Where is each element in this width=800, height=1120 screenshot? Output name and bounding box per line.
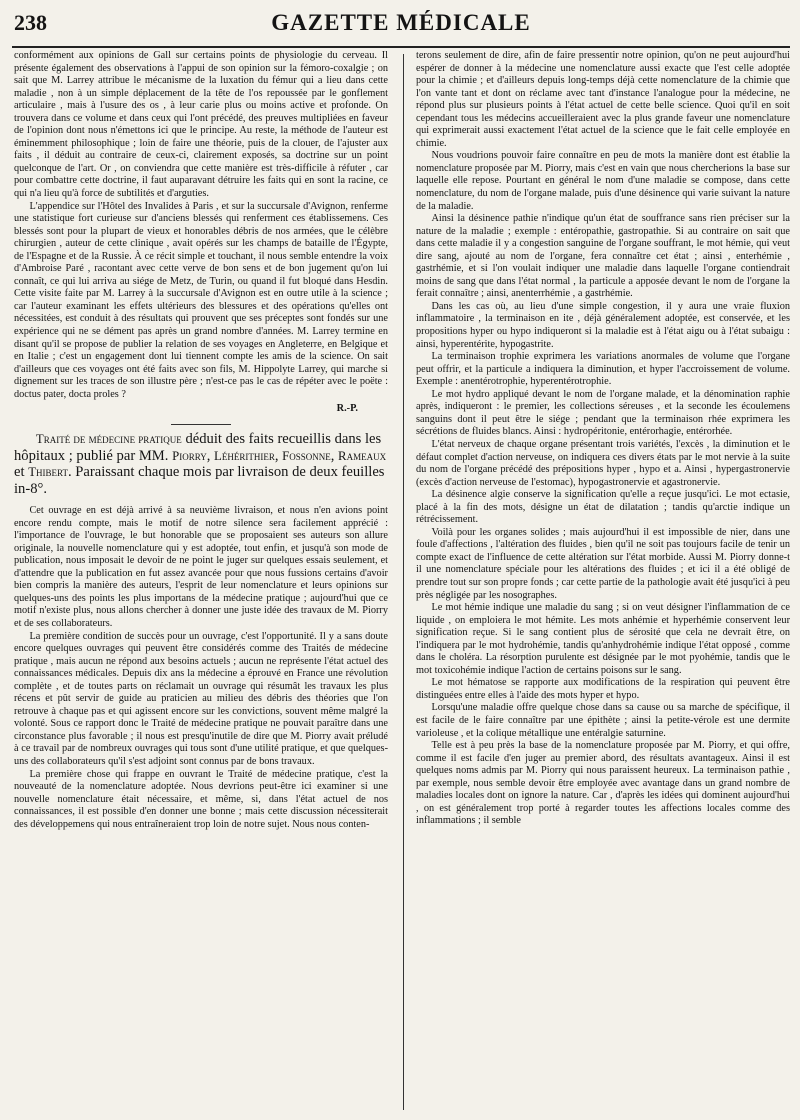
right-column [416,50,790,828]
paragraph: L'état nerveux de chaque organe présentant trois variétés, l'excès , la diminution et le défaut complet d'action nerveuse, on indiquera ces divers états par le mot nervie à la suite du nom de l'organe précédé des prépositions hyper , hypo et a. Ainsi , hypergastronervie (excès d'action nerveuse de l'estomac), hypogastronervie et agastronervie. [416,438,790,488]
newspaper-page [12,6,790,1114]
paragraph: conformément aux opinions de Gall sur certains points de physiologie du cerveau. Il présente également des observations à l'appui de son opinion sur la fémoro-coxalgie ; on sait que M. Larrey attribue le mécanisme de la luxation du fémur qui a lieu dans cette maladie , non à un simple déplacement de la tête de l'os repoussée par le gonflement articulaire , mais à l'usure des os , à leur carie plus ou moins active et profonde. On trouvera dans ce volume et dans ceux qui l'ont précédé, des preuves multipliées en faveur de l'opinion dont nous n'émettons ici que le principe. Au reste, la méthode de l'auteur est éminemment philosophique ; loin de faire une théorie, puis de la clouer, de l'ajuster aux faits , il déduit au contraire de ceux-ci, clairement exposés, sa doctrine sur un point quelconque de l'art. Or , on conviendra que cette manière est très-difficile à réfuter , car pour combattre cette doctrine, il faut auparavant détruire les faits qui en sont la racine, ce qui n'a lieu qu'à force de subtilités et d'arguties. [14,50,388,200]
section-rule [171,424,231,425]
author-name: Léhérithier [214,448,275,463]
paragraph: terons seulement de dire, afin de faire pressentir notre opinion, qu'on ne peut aujourd'hui espérer de donner à la médecine une nomenclature aussi exacte que l'est celle adoptée pour la chimie ; et d'ailleurs depuis long-temps déjà cette nomenclature de la chimie que l'on vante tant et dont on réclame avec tant d'instance l'analogue pour la médecine, ne répond plus sur plusieurs points à l'état actuel de cette belle science. Quoi qu'il en soit cependant tous les médecins accueilleraient avec la plus grande faveur une nomenclature qui exprimerait aussi exactement l'état actuel de la science que le fait celle employée en chimie. [416,50,790,149]
book-title-text: . Paraissant chaque mois par livraison de deux feuilles in-8°. [14,464,385,498]
paragraph: La désinence algie conserve la signification qu'elle a reçue jusqu'ici. Le mot ectasie, placé à la fin des mots, désigne un état de dilatation ; tandis qu'arctie indique un rétrécissement. [416,489,790,526]
paragraph: Telle est à peu près la base de la nomenclature proposée par M. Piorry, et qui offre, comme il est facile d'en juger au premier abord, des résultats avantageux. Ainsi il est quelques noms admis par M. Piorry qui nous paraissent heureux. La terminaison pathie , par exemple, nous semble devoir être employée avec avantage dans un grand nombre de maladies locales dont on ignore la nature. Car , d'après les idées qui dominent aujourd'hui , on est généralement trop porté à regarder toutes les affections locales comme des inflammations ; il semble [416,740,790,827]
left-column [14,50,388,831]
paragraph: Le mot hydro appliqué devant le nom de l'organe malade, et la dénomination raphie après, indiqueront : le premier, les collections séreuses , et la seconde les écoulemens sanguins dont il peut être le siége ; pendant que la terminaison rhée exprimera les sécrétions de fluides blancs. Ainsi : hydropéritonie, entérorhagie, entérorhée. [416,388,790,438]
paragraph: Lorsqu'une maladie offre quelque chose dans sa cause ou sa marche de spécifique, il est facile de le faire connaître par une épithète ; ainsi la petite-vérole est une dermite varioleuse , et la colique métallique une entéralgie saturnine. [416,702,790,739]
paragraph: Le mot hématose se rapporte aux modifications de la respiration qui peuvent être distinguées entre elles à l'aide des mots hyper et hypo. [416,677,790,701]
paragraph: Le mot hémie indique une maladie du sang ; si on veut désigner l'inflammation de ce liquide , on emploiera le mot hémite. Les mots anhémie et hyperhémie conservent leur signification reçue. Si le sang contient plus de sérosité que cela ne devrait être, on l'indiquera par le mot hydrohémie, tandis qu'anhydrohémie indique l'état opposé , comme dans le choléra. La résorption purulente est désignée par le mot pyohémie, tandis que le mot toxicohémie indique l'action de certains poisons sur le sang. [416,602,790,676]
paragraph: La première condition de succès pour un ouvrage, c'est l'opportunité. Il y a sans doute encore quelques ouvrages qui peuvent être considérés comme des Traités de médecine pratique , mais aucun ne répond aux besoins actuels ; aucun ne représente l'état actuel des connaissances médicales. Depuis dix ans la médecine a éprouvé en France une révolution complète , et de toutes parts on réclamait un ouvrage qui résumât les travaux les plus récens et pût servir de guide au praticien au milieu des débris des théories que l'on retrouve à chaque pas et qui agissent encore sur les convictions, souvent même malgré la volonté. Sous ce rapport donc le Traité de médecine pratique ne pouvait paraître dans une circonstance plus favorable ; il nous est presqu'inutile de dire que M. Piorry avait préludé à ce travail par de nombreux ouvrages qui tous sont d'une utilité pratique, et que quelques-uns des collaborateurs qu'il s'est adjoint sont connus par de bons travaux. [14,630,388,767]
separator: , [330,447,339,464]
paragraph: La terminaison trophie exprimera les variations anormales de volume que l'organe peut offrir, et la particule a indiquera la diminution, et hyper l'accroissement de volume. Exemple : anentérotrophie, hyperentérotrophie. [416,351,790,388]
book-title-text: déduit des faits recueillis dans les hôpitaux ; publié par MM. [14,430,382,464]
paragraph: La première chose qui frappe en ouvrant le Traité de médecine pratique, c'est la nouveauté de la nomenclature adoptée. Nous devrions peut-être ici examiner si une nouvelle nomenclature était nécessaire, et même, si, dans l'état actuel de nos connaissances, il est possible d'en donner une bonne ; mais cette discussion nécessiterait des développemens qui nous entraîneraient trop loin de notre sujet. Nous nous conten- [14,768,388,830]
paragraph: L'appendice sur l'Hôtel des Invalides à Paris , et sur la succursale d'Avignon, renferme une statistique fort curieuse sur d'anciens blessés qui renferment ces établissemens. Ces blessés sont pour la plupart de vieux et honorables débris de nos armées, que le célèbre chirurgien , auteur de cette clinique , avait opérés sur les champs de bataille de l'Égypte, de l'Espagne et de la Russie. À ce récit simple et touchant, il nous semble entendre la voix d'Ambroise Paré , racontant avec cette verve de bon sens et de bon jugement qu'on lui connaît, ce qui lui arriva au siége de Metz, de Turin, ou quand il fut bloqué dans Hesdin. Cette visite faite par M. Larrey à la succursale d'Avignon est en outre utile à la science ; car l'auteur examinant les effets ultérieurs des blessures et des opérations qu'elles ont nécessitées, est conduit à des résultats qui prouvent que ses préceptes sont fondés sur une expérience qui ne se dément pas après un grand nombre d'années. M. Larrey termine en disant qu'il se propose de publier la relation de ses voyages en Angleterre, en Belgique et en Italie ; c'est un engagement dont lui tiennent compte les amis de la science. On sait d'ailleurs que ces voyages ont été faits avec son fils, M. Hippolyte Larrey, qui marche si dignement sur les traces de son illustre père ; n'est-ce pas le cas de répéter avec le poëte : doctus pater, docta proles ? [14,200,388,400]
author-name: Piorry [172,448,207,463]
column-divider [403,54,404,1110]
separator: et [14,464,29,481]
paragraph: Ainsi la désinence pathie n'indique qu'un état de souffrance sans rien préciser sur la nature de la maladie ; exemple : entéropathie, gastropathie. Si au contraire on sait que dans cette maladie il y a congestion sanguine de l'organe souffrant, le mot hémie, qui veut dire sang, ajouté au nom de l'organe, fera connaître cet état ; ainsi , enterhémie , gastrhémie, et si l'on voulait indiquer une maladie dans laquelle l'organe contiendrait moins de sang que dans l'état normal , la particule a apposée devant le nom de l'organe la ferait connaître ; ainsi, anenterrhémie , a gastrhémie. [416,213,790,300]
page-header [12,6,790,48]
page-number: 238 [14,10,47,35]
paragraph: Voilà pour les organes solides ; mais aujourd'hui il est impossible de nier, dans une foule d'affections , l'altération des fluides , bien qu'il ne soit pas toujours facile de tenir un compte exact de l'influence de cette altération sur l'état morbide. Aussi M. Piorry donne-t il une nomenclature spéciale pour les altérations des fluides ; et ici il a été obligé de prendre tout sur son propre fonds ; car cette partie de la pathologie avait été jusqu'ici à peu près négligée par les nosographes. [416,526,790,601]
paragraph: Cet ouvrage en est déjà arrivé à sa neuvième livraison, et nous n'en avions point encore rendu compte, mais le motif de notre silence sera facilement apprécié : l'importance de l'ouvrage, le but honorable que se proposaient ses auteurs son allure originale, la nouvelle nomenclature qui y est adoptée, tout enfin, et jusqu'à son mode de publication, nous imposait le devoir de ne point le juger sur quelques essais seulement, et d'attendre que la publication en fut assez avancée pour que nous fussions certains d'avoir bien compris la manière des auteurs, l'esprit de leur nomenclature et leurs opinions sur quelques-uns des points les plus importans de la médecine pratique ; aujourd'hui que ce motif n'existe plus, nous allons chercher à donner une juste idée des travaux de M. Piorry et de ses collaborateurs. [14,505,388,629]
review-signature: R.-P. [336,403,358,415]
book-heading [14,431,388,498]
separator: , [206,447,215,464]
author-name: Thibert [28,465,68,480]
separator: , [274,447,283,464]
author-name: Rameaux [338,448,387,463]
author-name: Fossonne [282,448,331,463]
paragraph: Nous voudrions pouvoir faire connaître en peu de mots la manière dont est établie la nomenclature proposée par M. Piorry, mais c'est en vain que nous chercherions la base sur laquelle elle repose. Pourtant en général le nom d'une maladie se compose, dans cette nomenclature, du nom de l'organe malade, puis d'une désinence qui varie suivant la nature de la maladie. [416,150,790,212]
paragraph: Dans les cas où, au lieu d'une simple congestion, il y aura une vraie fluxion inflammatoire , la terminaison en ite , déjà généralement adoptée, est conservée, et les propositions hyper ou hypo indiqueront si la maladie est à l'état aigu ou à l'état subaigu : ainsi, hyperentérite, hypogastrite. [416,300,790,350]
book-title-smallcaps: Traité de médecine pratique [35,431,182,446]
journal-title: GAZETTE MÉDICALE [271,10,531,35]
